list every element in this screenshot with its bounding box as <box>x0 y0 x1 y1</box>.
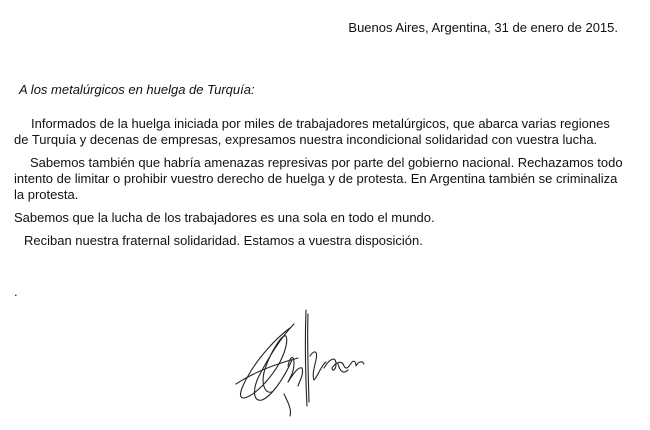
trailing-mark: . <box>14 284 18 299</box>
paragraph-1: Informados de la huelga iniciada por miles de trabajadores metalúrgicos, que abarca varias regiones de Turquía y decenas de empresas, expresamos nuestra incondicional solidaridad con vuestra lucha. <box>14 116 610 147</box>
paragraph-3: Sabemos que la lucha de los trabajadores es una sola en todo el mundo. <box>14 210 435 225</box>
paragraph-2: Sabemos también que habría amenazas represivas por parte del gobierno nacional. Rechazamos todo intento de limitar o prohibir vuestro derecho de huelga y de protesta. En Argentina también se criminaliza la protesta. <box>14 155 623 202</box>
paragraph-4: Reciban nuestra fraternal solidaridad. Estamos a vuestra disposición. <box>24 233 423 248</box>
handwritten-signature <box>228 306 378 421</box>
salutation: A los metalúrgicos en huelga de Turquía: <box>19 82 255 97</box>
date-line: Buenos Aires, Argentina, 31 de enero de 2015. <box>348 20 618 35</box>
letter-body <box>14 116 626 256</box>
